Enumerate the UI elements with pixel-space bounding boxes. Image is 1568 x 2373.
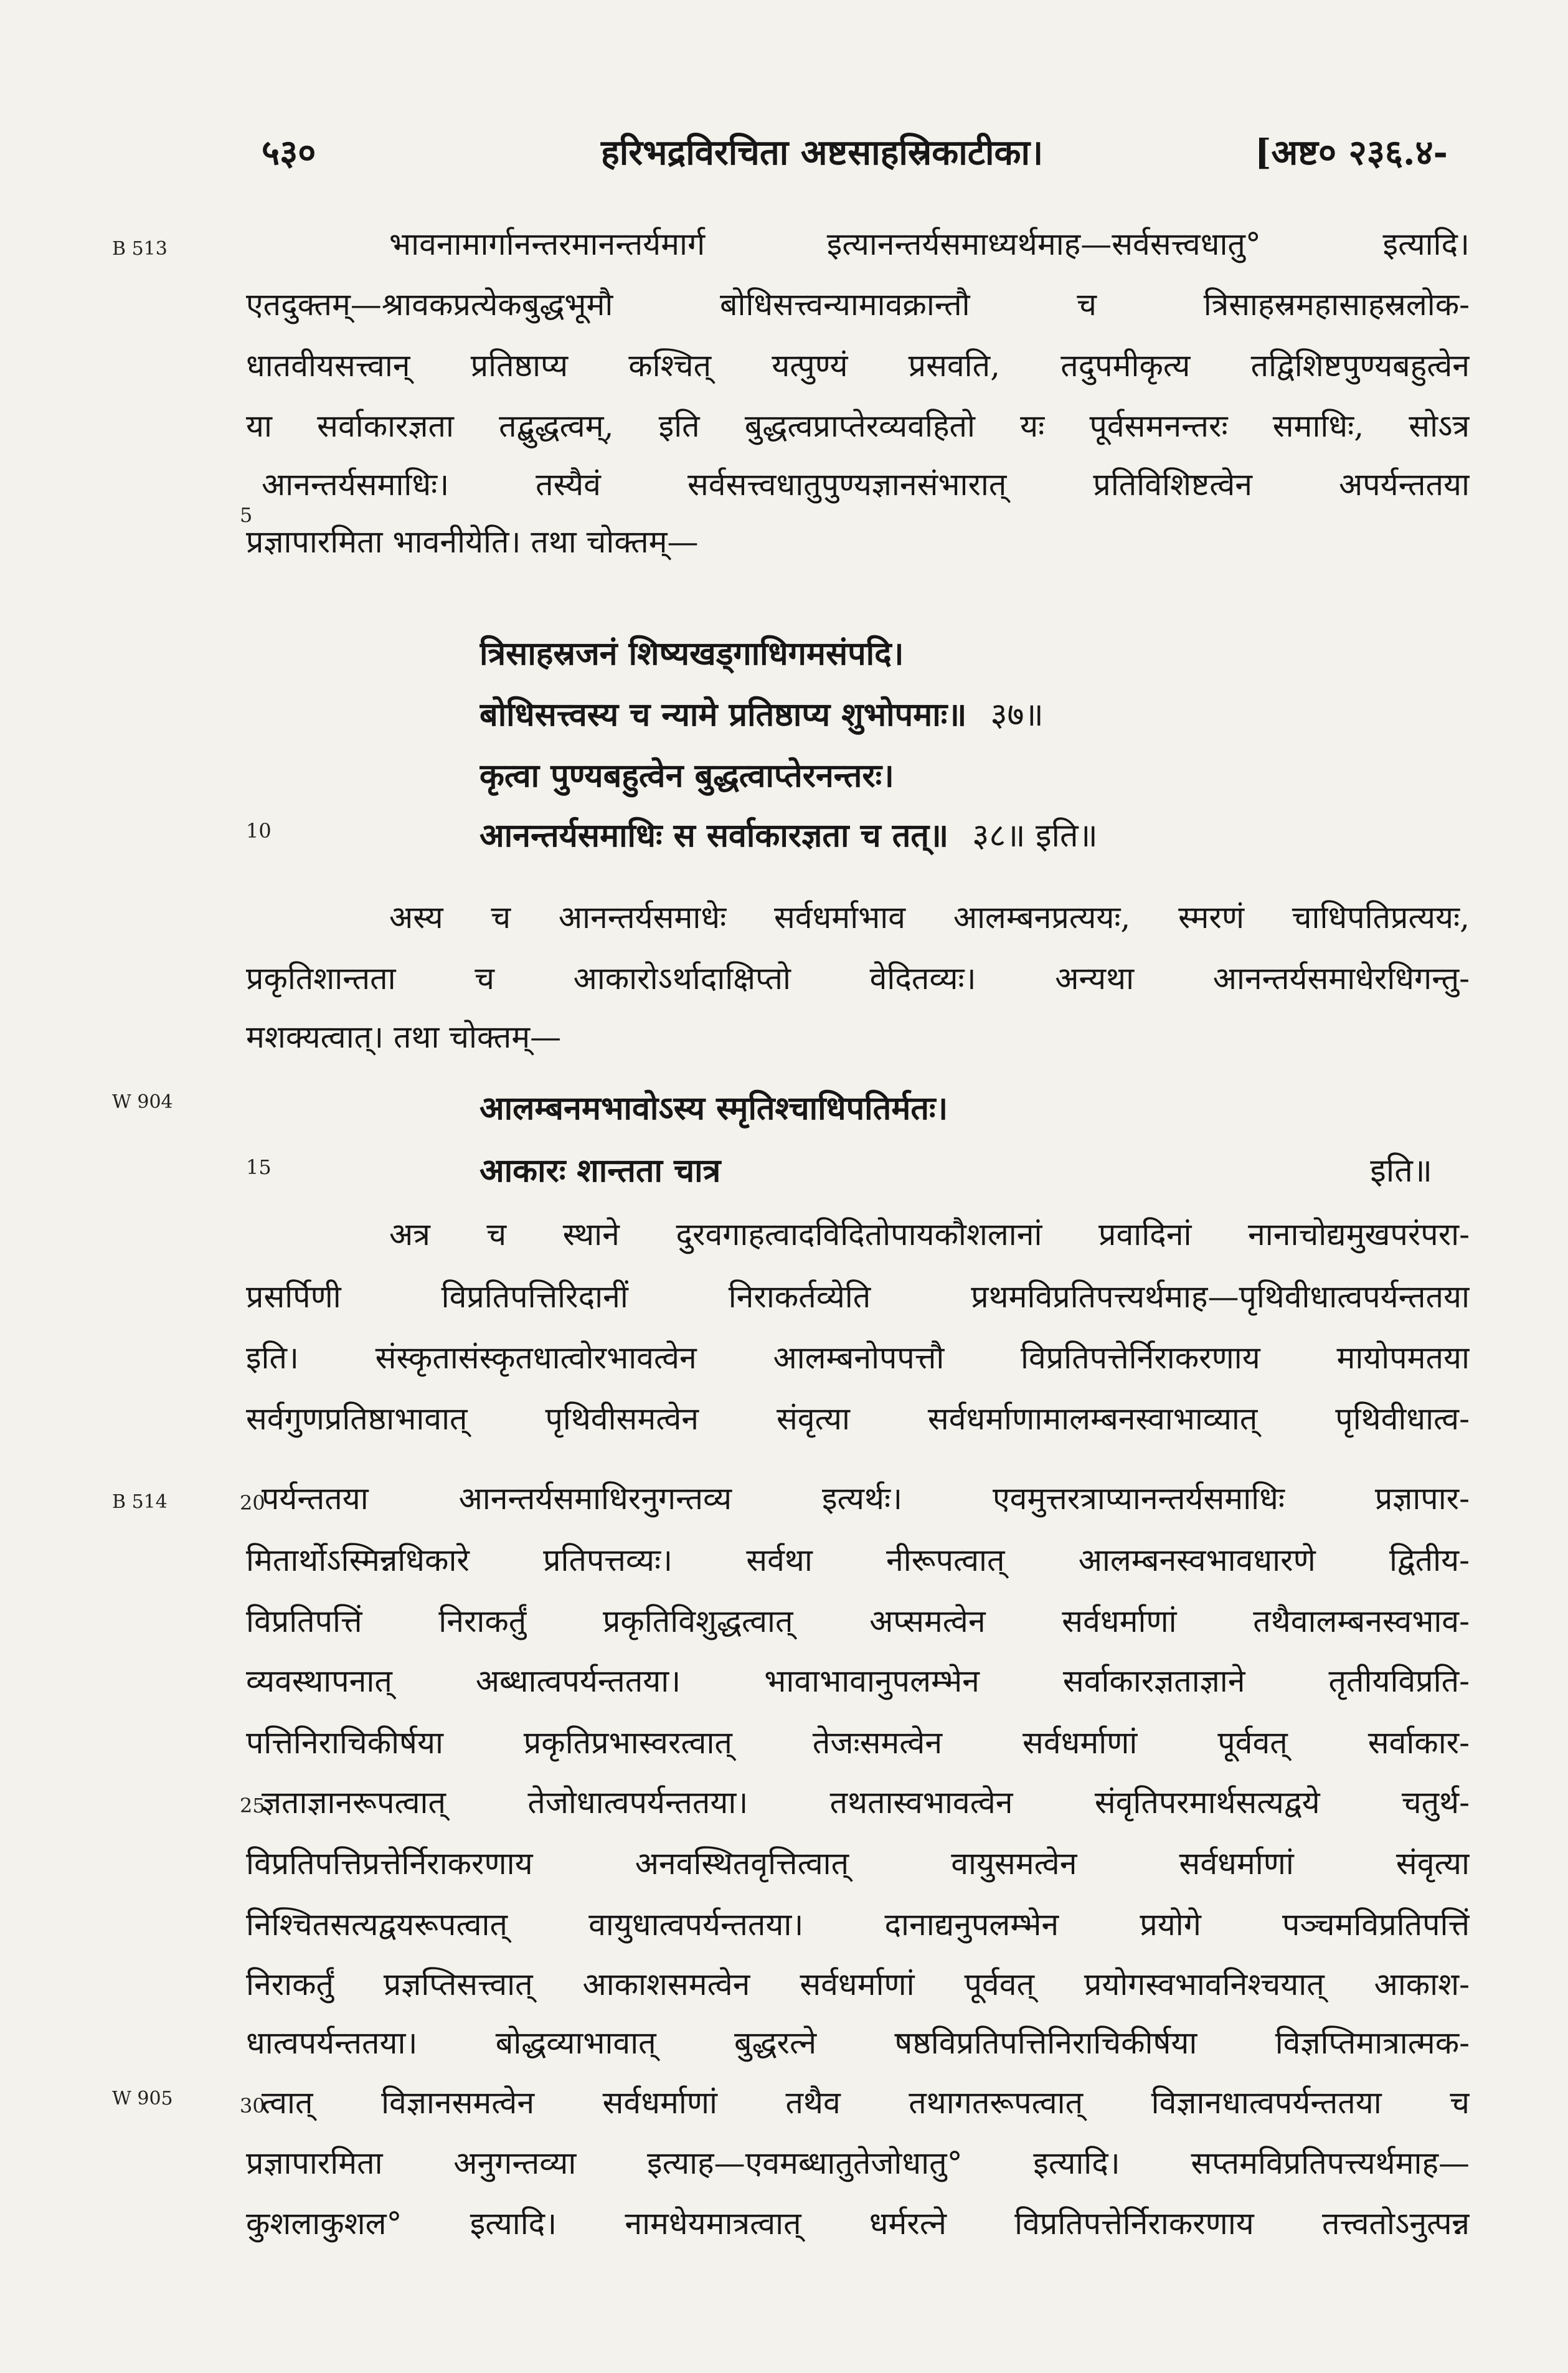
page-number: ५३० — [262, 132, 316, 173]
text-line: व्यवस्थापनात् अब्धात्वपर्यन्ततया। भावाभावानुपलम्भेन सर्वाकारज्ञताज्ञाने तृतीयविप्रति- — [246, 1663, 1470, 1699]
line-number-15: 15 — [246, 1155, 272, 1179]
text-line: धात्वपर्यन्ततया। बोद्धव्याभावात् बुद्धरत्ने षष्ठविप्रतिपत्तिनिराचिकीर्षया विज्ञप्तिमात्रात्मक- — [246, 2025, 1470, 2061]
text-line: पत्तिनिराचिकीर्षया प्रकृतिप्रभास्वरत्वात् तेजःसमत्वेन सर्वधर्माणां पूर्ववत् सर्वाकार- — [246, 1725, 1470, 1761]
text-line: प्रकृतिशान्तता च आकारोऽर्थादाक्षिप्तो वेदितव्यः। अन्यथा आनन्तर्यसमाधेरधिगन्तु- — [246, 960, 1470, 997]
line-number-20: 20 — [240, 1491, 265, 1515]
text-line: एतदुक्तम्—श्रावकप्रत्येकबुद्धभूमौ बोधिसत्त्वन्यामावक्रान्तौ च त्रिसाहस्रमहासाहस्रलोक- — [246, 287, 1470, 323]
text-line: मितार्थोऽस्मिन्नधिकारे प्रतिपत्तव्यः। सर्वथा नीरूपत्वात् आलम्बनस्वभावधारणे द्वितीय- — [246, 1542, 1470, 1578]
text-line: प्रज्ञापारमिता अनुगन्तव्या इत्याह—एवमब्धातुतेजोधातु° इत्यादि। सप्तमविप्रतिपत्त्यर्थमाह— — [246, 2145, 1470, 2181]
margin-ref-b514: B 514 — [112, 1491, 168, 1513]
line-number-10: 10 — [246, 819, 272, 843]
page-title: हरिभद्रविरचिता अष्टसाहस्रिकाटीका। — [601, 132, 1044, 173]
verse-text: आनन्तर्यसमाधिः स सर्वाकारज्ञता च तत्॥ — [479, 817, 949, 855]
verse-line: आलम्बनमभावोऽस्य स्मृतिश्चाधिपतिर्मतः। — [479, 1089, 948, 1127]
text-line: अस्य च आनन्तर्यसमाधेः सर्वधर्माभाव आलम्बनप्रत्ययः, स्मरणं चाधिपतिप्रत्ययः, — [389, 899, 1470, 935]
text-line: निश्चितसत्यद्वयरूपत्वात् वायुधात्वपर्यन्ततया। दानाद्यनुपलम्भेन प्रयोगे पञ्चमविप्रतिपत्तिं — [246, 1906, 1470, 1943]
text-line: प्रज्ञापारमिता भावनीयेति। तथा चोक्तम्— — [246, 524, 699, 560]
margin-ref-w905: W 905 — [112, 2088, 173, 2110]
verse-line: त्रिसाहस्रजनं शिष्यखड्गाधिगमसंपदि। — [479, 635, 904, 673]
verse-end-marker: इति॥ — [1370, 1152, 1432, 1190]
margin-ref-w904: W 904 — [112, 1091, 173, 1113]
text-line: भावनामार्गानन्तरमानन्तर्यमार्ग इत्यानन्तर्यसमाध्यर्थमाह—सर्वसत्त्वधातु° इत्यादि। — [389, 226, 1470, 262]
text-line: आनन्तर्यसमाधिः। तस्यैवं सर्वसत्त्वधातुपुण्यज्ञानसंभारात् प्रतिविशिष्टत्वेन अपर्यन्ततया — [262, 467, 1470, 503]
verse-number: ३७॥ — [990, 696, 1044, 734]
text-line: प्रसर्पिणी विप्रतिपत्तिरिदानीं निराकर्तव्येति प्रथमविप्रतिपत्त्यर्थमाह—पृथिवीधात्वपर्यन्ततया — [246, 1279, 1470, 1315]
text-line: कुशलाकुशल° इत्यादि। नामधेयमात्रत्वात् धर्मरत्ने विप्रतिपत्तेर्निराकरणाय तत्त्वतोऽनुत्पन्न — [246, 2205, 1470, 2242]
text-line: इति। संस्कृतासंस्कृतधात्वोरभावत्वेन आलम्बनोपपत्तौ विप्रतिपत्तेर्निराकरणाय मायोपमतया — [246, 1340, 1470, 1376]
text-line: निराकर्तुं प्रज्ञप्तिसत्त्वात् आकाशसमत्वेन सर्वधर्माणां पूर्ववत् प्रयोगस्वभावनिश्चयात् आकाश- — [246, 1966, 1470, 2002]
section-reference: [अष्ट० २३६.४- — [1255, 132, 1448, 173]
line-number-30: 30 — [240, 2094, 265, 2118]
text-line: विप्रतिपत्तिं निराकर्तुं प्रकृतिविशुद्धत्वात् अप्समत्वेन सर्वधर्माणां तथैवालम्बनस्वभाव- — [246, 1603, 1470, 1639]
text-line: धातवीयसत्त्वान् प्रतिष्ठाप्य कश्चित् यत्पुण्यं प्रसवति, तदुपमीकृत्य तद्विशिष्टपुण्यबहुत्वेन — [246, 348, 1470, 384]
verse-number: ३८॥ इति॥ — [972, 817, 1098, 855]
text-line: मशक्यत्वात्। तथा चोक्तम्— — [246, 1019, 562, 1055]
verse-line — [479, 690, 1432, 740]
text-line: सर्वगुणप्रतिष्ठाभावात् पृथिवीसमत्वेन संवृत्या सर्वधर्माणामालम्बनस्वाभाव्यात् पृथिवीधात्व- — [246, 1401, 1470, 1437]
margin-ref-b513: B 513 — [112, 238, 168, 260]
line-number-25: 25 — [240, 1794, 265, 1817]
verse-text: आकारः शान्तता चात्र — [479, 1152, 721, 1190]
verse-text: बोधिसत्त्वस्य च न्यामे प्रतिष्ठाप्य शुभोपमाः॥ — [479, 696, 967, 734]
running-header — [262, 128, 1470, 178]
text-line: अत्र च स्थाने दुरवगाहत्वादविदितोपायकौशलानां प्रवादिनां नानाचोद्यमुखपरंपरा- — [389, 1216, 1470, 1253]
text-line: पर्यन्ततया आनन्तर्यसमाधिरनुगन्तव्य इत्यर्थः। एवमुत्तरत्राप्यानन्तर्यसमाधिः प्रज्ञापार- — [262, 1480, 1470, 1517]
verse-line — [479, 1146, 1432, 1196]
line-number-5: 5 — [240, 503, 253, 527]
text-line: त्वात् विज्ञानसमत्वेन सर्वधर्माणां तथैव तथागतरूपत्वात् विज्ञानधात्वपर्यन्ततया च — [262, 2085, 1470, 2121]
text-line: या सर्वाकारज्ञता तद्बुद्धत्वम्, इति बुद्धत्वप्राप्तेरव्यवहितो यः पूर्वसमनन्तरः समाधिः, सोऽत्र — [246, 408, 1470, 444]
verse-line — [479, 811, 1432, 861]
text-line: विप्रतिपत्तिप्रत्तेर्निराकरणाय अनवस्थितवृत्तित्वात् वायुसमत्वेन सर्वधर्माणां संवृत्या — [246, 1845, 1470, 1882]
verse-line: कृत्वा पुण्यबहुत्वेन बुद्धत्वाप्तेरनन्तरः। — [479, 757, 894, 795]
text-line: ज्ञताज्ञानरूपत्वात् तेजोधात्वपर्यन्ततया। तथतास्वभावत्वेन संवृतिपरमार्थसत्यद्वये चतुर्थ- — [262, 1784, 1470, 1821]
